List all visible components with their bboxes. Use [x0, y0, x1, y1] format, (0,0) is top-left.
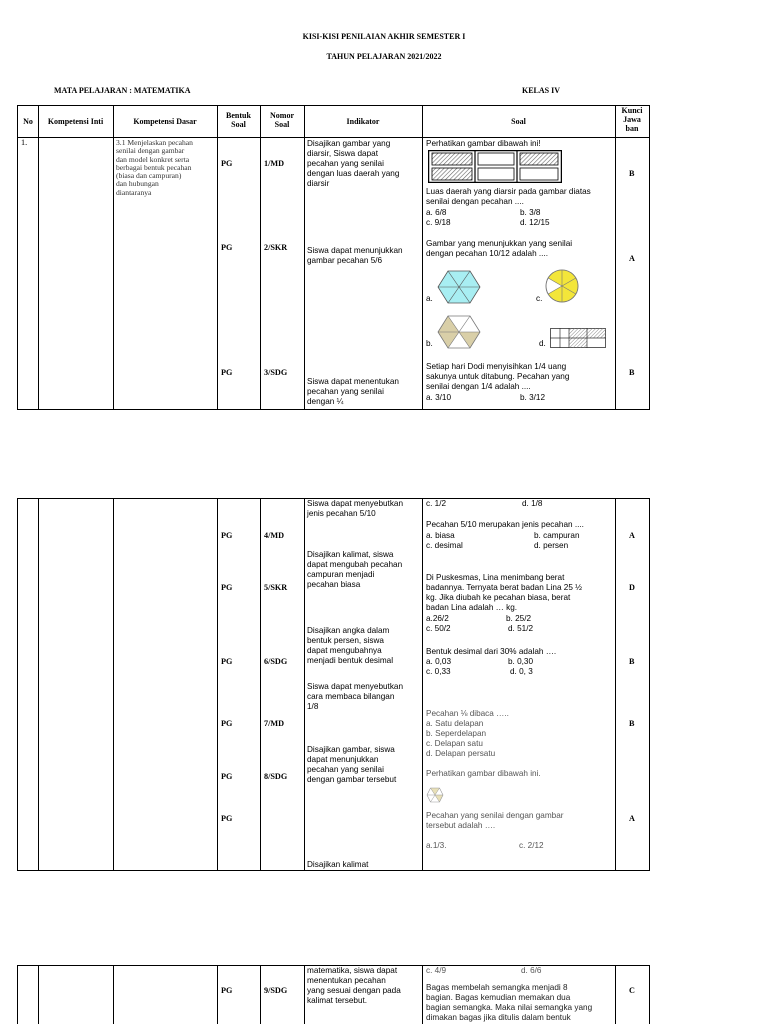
soal-7-text: Pecahan ⅛ dibaca …..: [426, 709, 509, 718]
soal-4-option-d: d. persen: [534, 541, 569, 550]
khaki-hexagon-figure: [437, 315, 481, 349]
kunci-7: B: [629, 719, 635, 728]
kunci-6: B: [629, 657, 635, 666]
soal-5-option-d: d. 51/2: [508, 624, 534, 633]
col-header-bentuk: Bentuk Soal: [226, 111, 251, 129]
soal-3-option-b: b. 3/12: [520, 393, 546, 402]
soal-2-label-c: c.: [536, 294, 543, 303]
indikator-9-start: Disajikan kalimat: [307, 860, 369, 869]
soal-9-text: Bagas membelah semangka menjadi 8 bagian. Bagas kemudian memakan dua bagian semangka. Maka nilai semangka yang dimakan bagas jika ditulis dalam bentuk: [426, 983, 593, 1022]
bentuk-soal-4: PG: [221, 531, 233, 540]
col-header-soal: Soal: [511, 117, 526, 126]
nomor-soal-1: 1/MD: [264, 159, 285, 168]
indikator-1: Disajikan gambar yang diarsir, Siswa dapat pecahan yang senilai dengan luas daerah yang diarsir: [307, 139, 400, 188]
indikator-5: Disajikan kalimat, siswa dapat mengubah pecahan campuran menjadi pecahan biasa: [307, 550, 403, 589]
nomor-soal-7: 7/MD: [264, 719, 285, 728]
soal-7-options: a. Satu delapan b. Seperdelapan c. Delapan satu d. Delapan persatu: [426, 719, 496, 758]
class-label: KELAS IV: [522, 86, 561, 95]
soal-5-option-a: a.26/2: [426, 614, 449, 623]
soal-5-text: Di Puskesmas, Lina menimbang berat badannya. Ternyata berat badan Lina 25 ½ kg. Jika diubah ke pecahan biasa, berat badan Lina adalah … kg.: [426, 573, 582, 612]
soal-3-option-a: a. 3/10: [426, 393, 452, 402]
bentuk-soal-7: PG: [221, 719, 233, 728]
nomor-soal-8: 8/SDG: [264, 772, 288, 781]
school-year: TAHUN PELAJARAN 2021/2022: [326, 52, 442, 61]
col-header-kd: Kompetensi Dasar: [133, 117, 197, 126]
bentuk-soal-3: PG: [221, 368, 233, 377]
cyan-hexagon-figure: [437, 270, 481, 304]
col-header-ki: Kompetensi Inti: [47, 117, 104, 126]
soal-6-option-a: a. 0,03: [426, 657, 452, 666]
col-header-no: No: [23, 117, 33, 126]
soal-1-text: Luas daerah yang diarsir pada gambar diatas senilai dengan pecahan ....: [426, 187, 591, 206]
soal-6-text: Bentuk desimal dari 30% adalah ….: [426, 647, 557, 656]
kunci-4: A: [629, 531, 635, 540]
bentuk-soal-8: PG: [221, 772, 233, 781]
col-header-indikator: Indikator: [346, 117, 380, 126]
soal-2-label-a: a.: [426, 294, 433, 303]
indikator-9: matematika, siswa dapat menentukan pecahan yang sesuai dengan pada kalimat tersebut.: [307, 966, 401, 1005]
kunci-5: D: [629, 583, 635, 592]
bentuk-soal-5: PG: [221, 583, 233, 592]
nomor-soal-9: 9/SDG: [264, 986, 288, 995]
soal-1-option-d: d. 12/15: [520, 218, 550, 227]
soal-2-label-b: b.: [426, 339, 433, 348]
indikator-4: Siswa dapat menyebutkan jenis pecahan 5/10: [307, 499, 404, 518]
bentuk-soal-9: PG: [221, 986, 233, 995]
kompetensi-dasar: 3.1 Menjelaskan pecahan senilai dengan gambar dan model konkret serta berbagai bentuk pecahan (biasa dan campuran) dan hubungan diantaranya: [116, 138, 193, 197]
soal-3-option-c: c. 1/2: [426, 499, 447, 508]
soal-6-option-b: b. 0,30: [508, 657, 534, 666]
bentuk-soal-8b: PG: [221, 814, 233, 823]
nomor-soal-2: 2/SKR: [264, 243, 288, 252]
shaded-rectangle-figure: [428, 150, 562, 183]
document-title: KISI-KISI PENILAIAN AKHIR SEMESTER I: [302, 32, 466, 41]
indikator-7: Siswa dapat menyebutkan cara membaca bilangan 1/8: [307, 682, 404, 711]
kunci-3: B: [629, 368, 635, 377]
kunci-2: A: [629, 254, 635, 263]
soal-2-label-d: d.: [539, 339, 546, 348]
subject-label: MATA PELAJARAN : MATEMATIKA: [54, 86, 191, 95]
soal-3-option-d: d. 1/8: [522, 499, 543, 508]
nomor-soal-5: 5/SKR: [264, 583, 288, 592]
soal-1-option-b: b. 3/8: [520, 208, 541, 217]
bentuk-soal-1: PG: [221, 159, 233, 168]
row-number: 1.: [21, 138, 28, 147]
soal-5-option-c: c. 50/2: [426, 624, 451, 633]
indikator-3: Siswa dapat menentukan pecahan yang senilai dengan ¼: [307, 377, 399, 406]
bentuk-soal-6: PG: [221, 657, 233, 666]
bentuk-soal-2: PG: [221, 243, 233, 252]
col-header-kunci: Kunci Jawa ban: [621, 106, 643, 133]
soal-1-intro: Perhatikan gambar dibawah ini!: [426, 139, 541, 148]
soal-4-option-c: c. desimal: [426, 541, 463, 550]
soal-1-option-a: a. 6/8: [426, 208, 447, 217]
soal-6-option-c: c. 0,33: [426, 667, 451, 676]
soal-6-option-d: d. 0, 3: [510, 667, 533, 676]
soal-8b-option-d: d. 6/6: [521, 966, 542, 975]
kunci-8: A: [629, 814, 635, 823]
indikator-6: Disajikan angka dalam bentuk persen, siswa dapat mengubahnya menjadi bentuk desimal: [307, 626, 394, 665]
yellow-circle-figure: [545, 269, 579, 303]
soal-5-option-b: b. 25/2: [506, 614, 532, 623]
indikator-2: Siswa dapat menunjukkan gambar pecahan 5/6: [307, 246, 403, 265]
soal-8b-option-c2: c. 4/9: [426, 966, 447, 975]
soal-2-text: Gambar yang menunjukkan yang senilai dengan pecahan 10/12 adalah ....: [426, 239, 573, 258]
soal-4-option-b: b. campuran: [534, 531, 580, 540]
kunci-1: B: [629, 169, 635, 178]
kunci-9: C: [629, 986, 635, 995]
soal-8b-option-c: c. 2/12: [519, 841, 544, 850]
soal-3-text: Setiap hari Dodi menyisihkan 1/4 uang sakunya untuk ditabung. Pecahan yang senilai dengan 1/4 adalah ....: [426, 362, 570, 391]
soal-8b-option-a: a.1/3.: [426, 841, 447, 850]
soal-8-text: Perhatikan gambar dibawah ini.: [426, 769, 541, 778]
nomor-soal-3: 3/SDG: [264, 368, 288, 377]
soal-1-option-c: c. 9/18: [426, 218, 451, 227]
soal-4-option-a: a. biasa: [426, 531, 455, 540]
nomor-soal-4: 4/MD: [264, 531, 285, 540]
col-header-nomor: Nomor Soal: [270, 111, 294, 129]
soal-8b-text: Pecahan yang senilai dengan gambar tersebut adalah ….: [426, 811, 564, 830]
soal-4-text: Pecahan 5/10 merupakan jenis pecahan ....: [426, 520, 584, 529]
indikator-8: Disajikan gambar, siswa dapat menunjukkan pecahan yang senilai dengan gambar tersebut: [307, 745, 397, 784]
grid-rectangle-figure: [550, 328, 606, 348]
nomor-soal-6: 6/SDG: [264, 657, 288, 666]
small-hexagon-figure: [426, 787, 444, 803]
